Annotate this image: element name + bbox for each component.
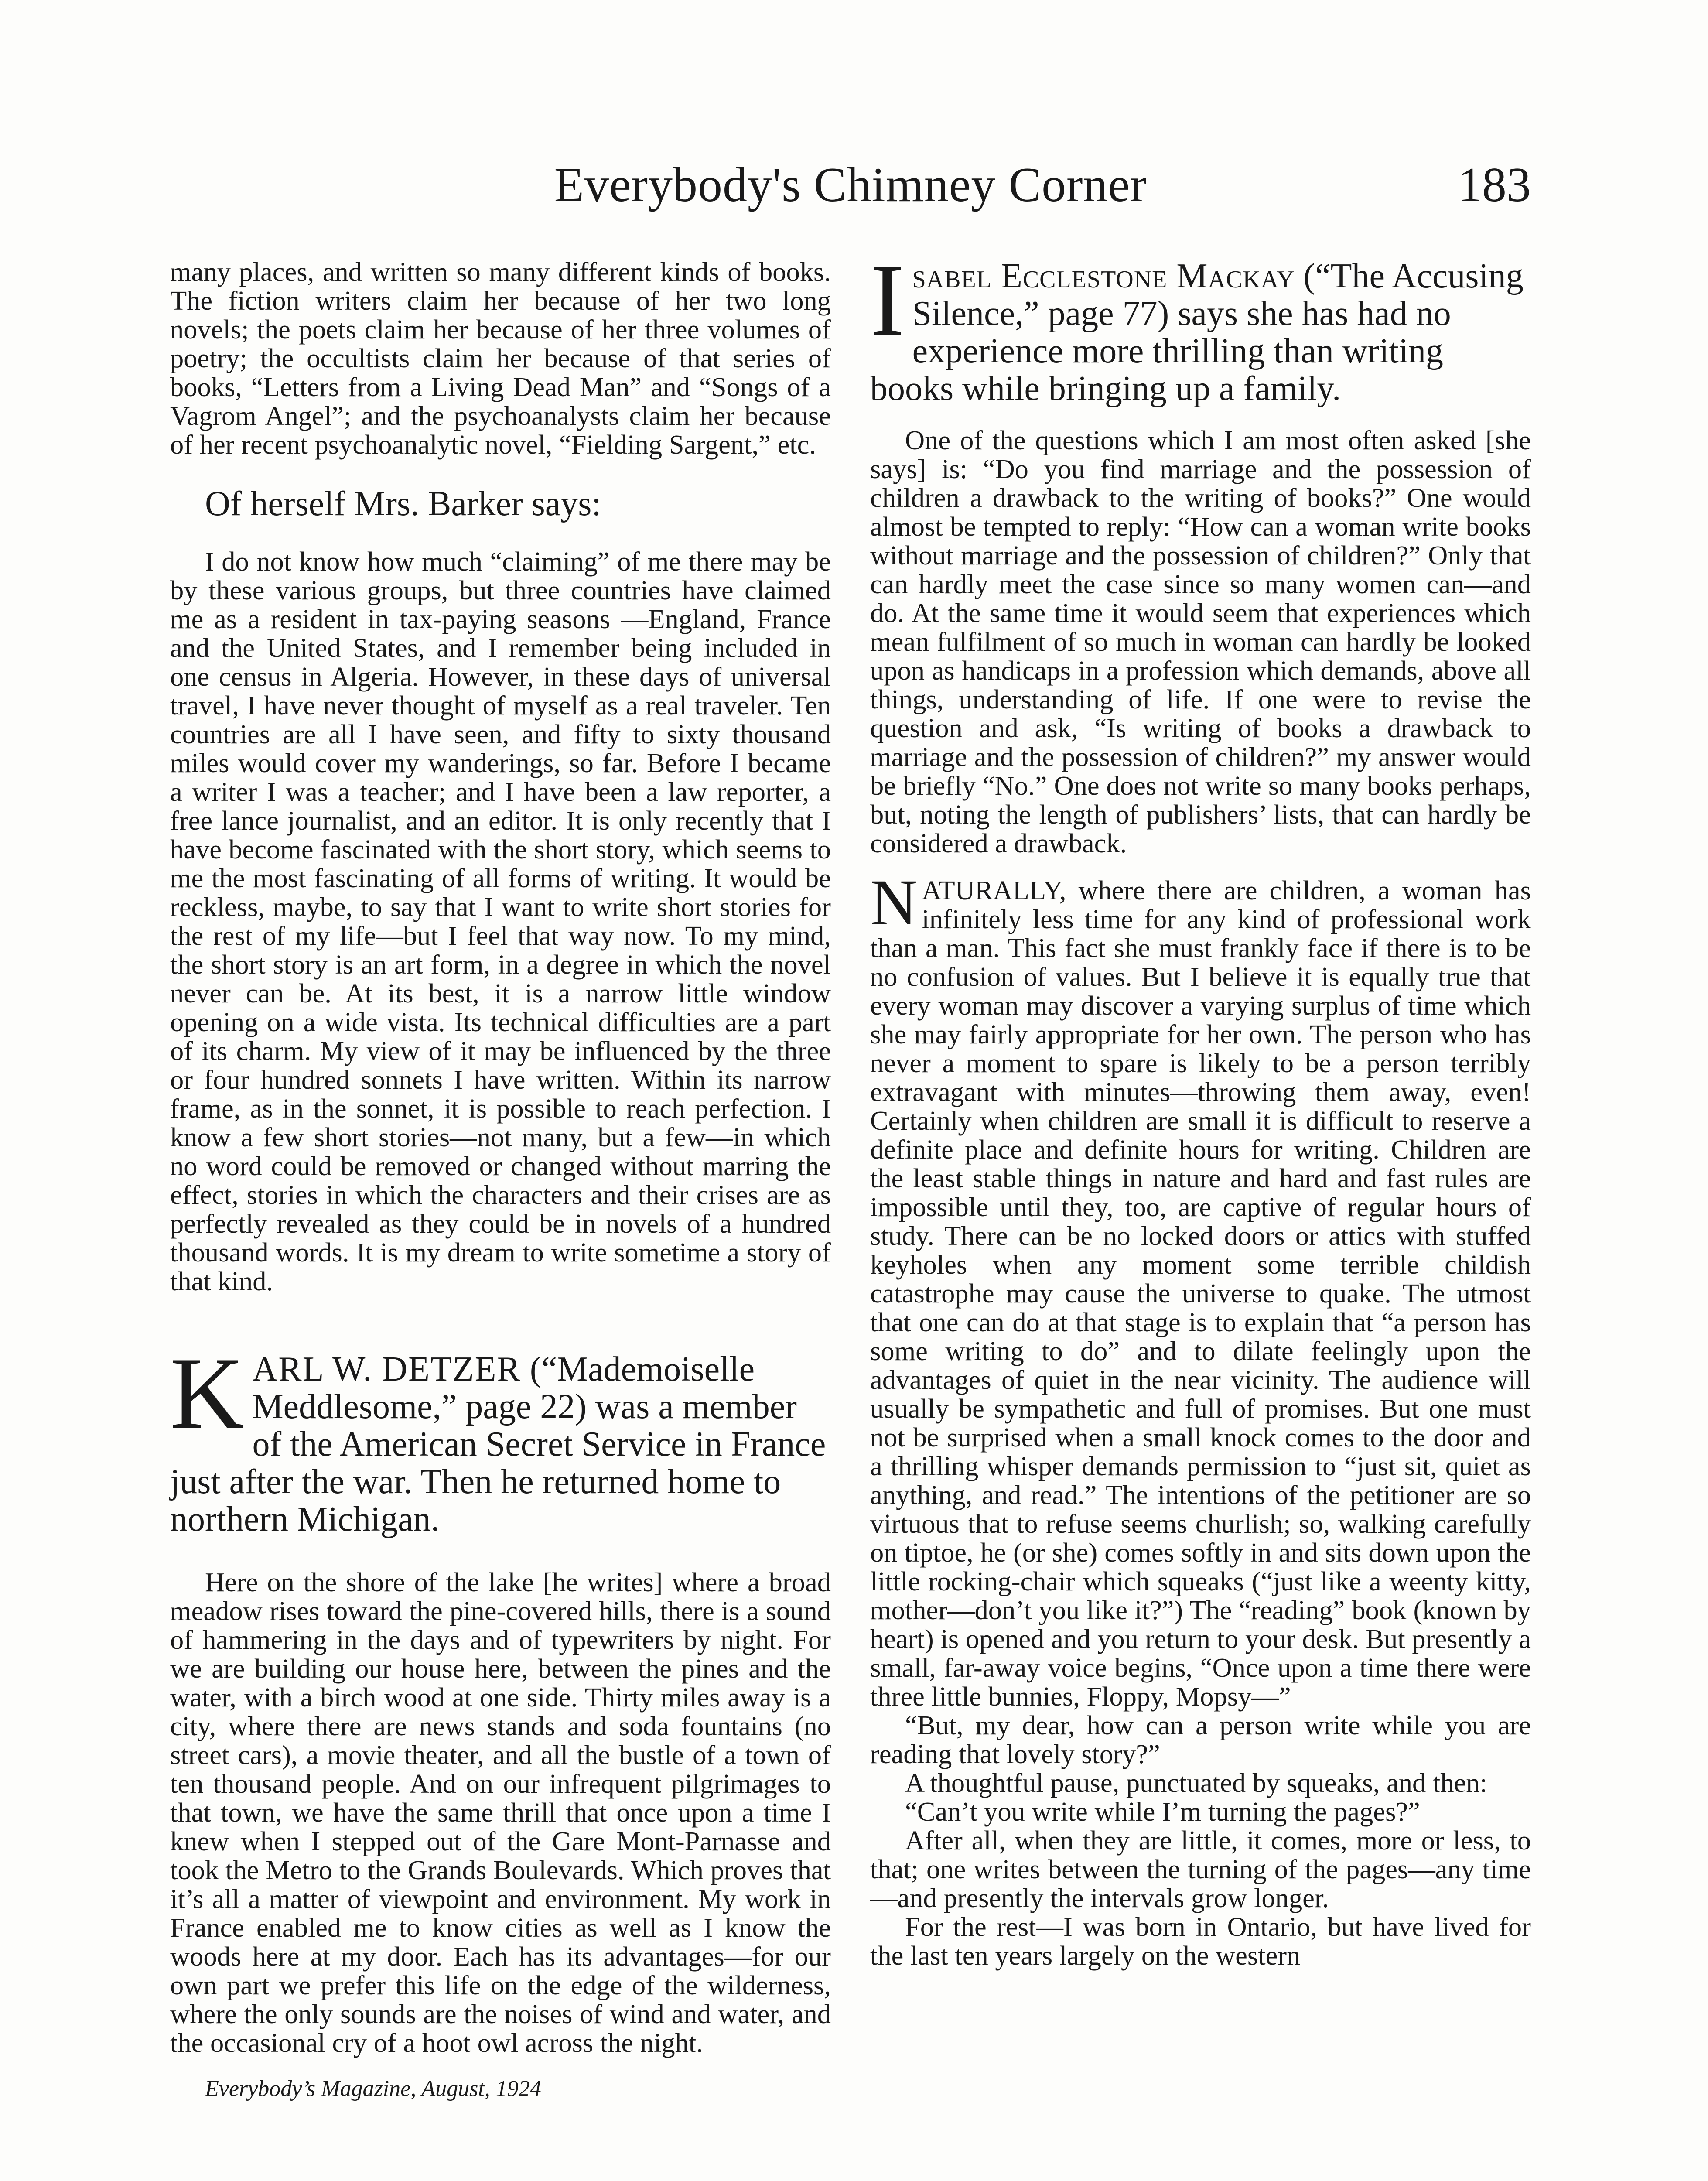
mackay-lead: [870, 243, 1531, 408]
mackay-quote-paragraph-2: [870, 866, 1531, 1712]
mackay-paragraph-6: After all, when they are little, it comes, more or less, to that; one writes between the turning of the pages—any time—and presently the intervals grow longer.: [870, 1825, 1531, 1913]
naturally-text: ATURALLY, where there are children, a woman has infinitely less time for any kind of professional work than a man. This fact she must frankly face if there is to be no confusion of values. But I believe it is equally true that every woman may discover a varying surplus of time which she may fairly appropriate for her own. The person who has never a moment to spare is likely to be a person terribly extravagant with minutes—throwing them away, even! Certainly when children are small it is difficult to reserve a definite place and definite hours for writing. Children are the least stable things in nature and hard and fast rules are impossible until they, too, are captive of regular hours of study. There can be no locked doors or attics with stuffed keyholes when any moment some terrible childish catastrophe may cause the universe to quake. The utmost that one can do at that stage is to explain that “a person has some writing to do” and to dilate feelingly upon the advantages of quiet in the near vicinity. The audience will usually be sympathetic and full of promises. But one must not be surprised when a small knock comes to the door and a thrilling whisper demands permission to “just sit, quiet as anything, and read.” The intentions of the petitioner are so virtuous that to refuse seems churlish; so, walking carefully on tiptoe, he (or she) comes softly in and sits down upon the little rocking-chair which squeaks (“just like a weenty kitty, mother—don’t you like it?”) The “reading” book (known by heart) is opened and you return to your desk. But presently a small, far-away voice begins, “Once upon a time there were three little bunnies, Floppy, Mopsy—”: [870, 875, 1531, 1712]
magazine-credit: Everybody’s Magazine, August, 1924: [205, 2076, 541, 2101]
left-column: [170, 257, 831, 2103]
page-number: 183: [1458, 158, 1531, 212]
barker-quote-paragraph: I do not know how much “claiming” of me there may be by these various groups, but three countries have claimed me as a resident in tax-paying seasons —England, France and the United States, and I remember being included in one census in Algeria. However, in these days of universal travel, I have never thought of myself as a real traveler. Ten countries are all I have seen, and fifty to sixty thousand miles would cover my wanderings, so far. Before I became a writer I was a teacher; and I have been a law reporter, a free lance journalist, and an editor. It is only recently that I have become fascinated with the short story, which seems to me the most fascinating of all forms of writing. It would be reckless, maybe, to say that I want to write short stories for the rest of my life—but I feel that way now. To my mind, the short story is an art form, in a degree in which the novel never can be. At its best, it is a narrow little window opening on a wide vista. Its technical difficulties are a part of its charm. My view of it may be influenced by the three or four hundred sonnets I have written. Within its narrow frame, as in the sonnet, it is possible to reach perfection. I know a few short stories—not many, but a few—in which no word could be removed or changed without marring the effect, stories in which the characters and their crises are as perfectly revealed as they could be in novels of a hundred thousand words. It is my dream to write sometime a story of that kind.: [170, 546, 831, 1296]
mackay-name: sabel Ecclestone Mackay: [912, 257, 1295, 295]
barker-subheading: Of herself Mrs. Barker says:: [205, 485, 601, 523]
barker-intro-paragraph: many places, and written so many different kinds of books. The fiction writers claim her because of her two long novels; the poets claim her because of her three volumes of poetry; the occultists claim her because of that series of books, “Letters from a Living Dead Man” and “Songs of a Vagrom Angel”; and the psychoanalysts claim her because of her recent psychoanalytic novel, “Fielding Sargent,” etc.: [170, 256, 831, 460]
mackay-paragraph-4: A thoughtful pause, punctuated by squeaks, and then:: [905, 1767, 1487, 1798]
running-title: Everybody's Chimney Corner: [554, 158, 1147, 212]
naturally-dropcap: N: [870, 866, 918, 939]
detzer-lead: [170, 1337, 831, 1538]
right-column: [870, 243, 1531, 1971]
mackay-lead-text: (“The Accusing Silence,” page 77) says she has had no experience more thrilling than writing books while bringing up a family.: [870, 257, 1524, 408]
detzer-dropcap: K: [170, 1337, 245, 1450]
detzer-quote-paragraph: Here on the shore of the lake [he writes] where a broad meadow rises toward the pine-covered hills, there is a sound of hammering in the days and of typewriters by night. For we are building our house here, between the pines and the water, with a birch wood at one side. Thirty miles away is a city, where there are news stands and soda fountains (no street cars), a movie theater, and all the bustle of a town of ten thousand people. And on our infrequent pilgrimages to that town, we have the same thrill that once upon a time I knew when I stepped out of the Gare Mont-Parnasse and took the Metro to the Grands Boulevards. Which proves that it’s all a matter of viewpoint and environment. My work in France enabled me to know cities as well as I know the woods here at my door. Each has its advantages—for our own part we prefer this life on the edge of the wilderness, where the only sounds are the noises of wind and water, and the occasional cry of a hoot owl across the night.: [170, 1567, 831, 2058]
mackay-paragraph-5: “Can’t you write while I’m turning the pages?”: [905, 1796, 1420, 1827]
mackay-paragraph-3: “But, my dear, how can a person write while you are reading that lovely story?”: [870, 1710, 1531, 1769]
mackay-quote-paragraph-1: One of the questions which I am most often asked [she says] is: “Do you find marriage and the possession of children a drawback to the writing of books?” One would almost be tempted to reply: “How can a woman write books without marriage and the possession of children?” Only that can hardly meet the case since so many women can—and do. At the same time it would seem that experiences which mean fulfilment of so much in woman can hardly be looked upon as handicaps in a profession which demands, above all things, understanding of life. If one were to revise the question and ask, “Is writing of books a drawback to marriage and the possession of children?” my answer would be briefly “No.” One does not write so many books perhaps, but, noting the length of publishers’ lists, that can hardly be considered a drawback.: [870, 425, 1531, 858]
detzer-name: ARL W. DETZER: [252, 1350, 521, 1388]
mackay-paragraph-7: For the rest—I was born in Ontario, but have lived for the last ten years largely on the western: [870, 1911, 1531, 1971]
page-header: [170, 157, 1531, 227]
mackay-dropcap: I: [870, 243, 905, 357]
detzer-lead-text: (“Mademoiselle Meddlesome,” page 22) was a member of the American Secret Service in France just after the war. Then he returned home to northern Michigan.: [170, 1350, 826, 1538]
